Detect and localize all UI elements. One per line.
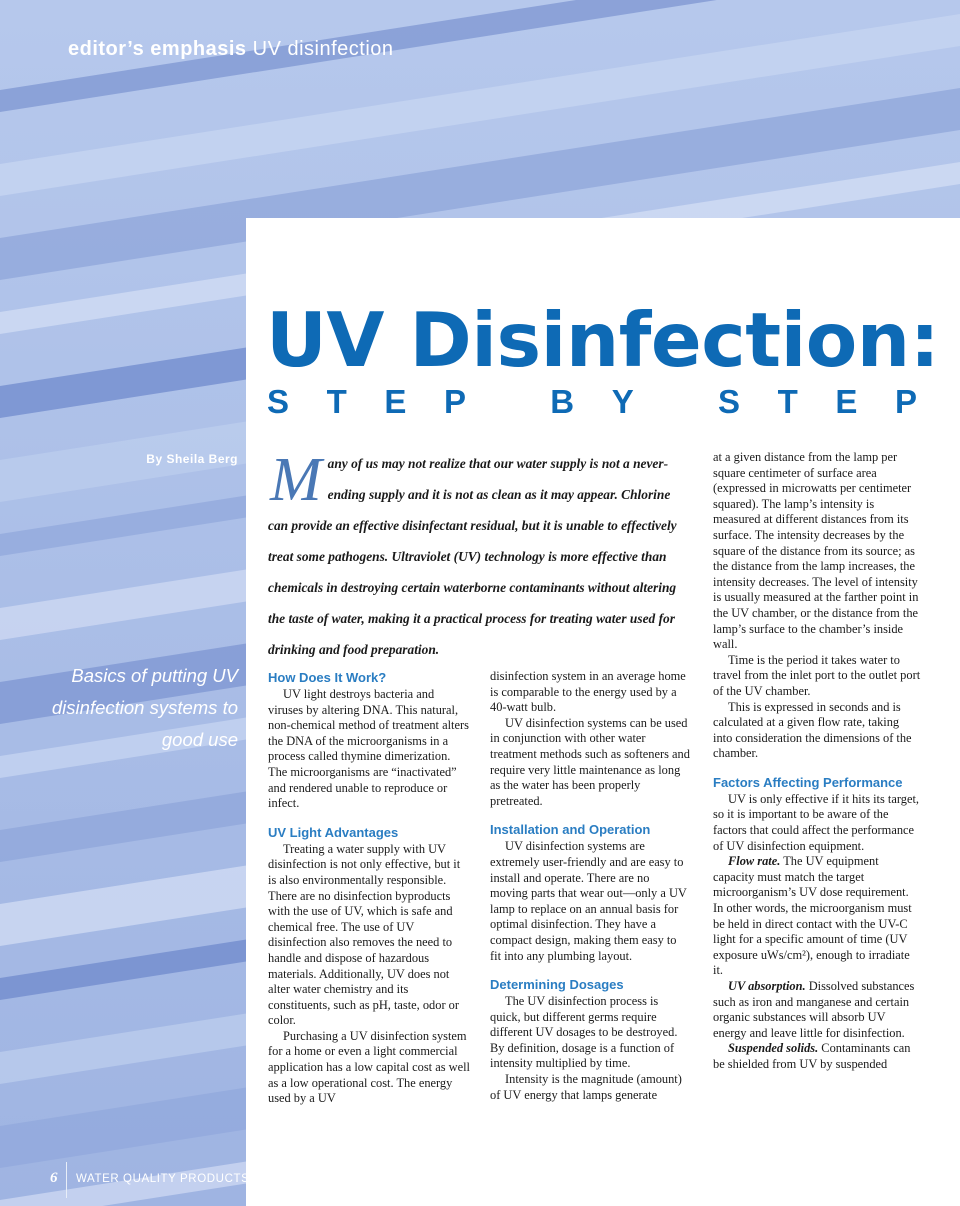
- publication-name: WATER QUALITY PRODUCTS: [76, 1173, 250, 1185]
- intro-text: any of us may not realize that our water supply is not a never-ending supply and it is not as clean as it may appear. Chlorine can provide an effective disinfectant residual, but it is unable to effectively treat some pathogens. Ultraviolet (UV) technology is more effective than chemicals in destroying certain waterborne contaminants without altering the taste of water, making it a practical process for treating water used for drinking and food preparation.: [268, 456, 677, 657]
- drop-cap: M: [270, 446, 322, 514]
- paragraph: UV light destroys bacteria and viruses by altering DNA. This natural, non-chemical method of treatment alters the DNA of the microorganisms in a process called thymine dimerization. The microorganisms are “inactivated” and rendered unable to reproduce or infect.: [268, 687, 469, 811]
- run-in-label: Suspended solids.: [728, 1041, 819, 1056]
- heading-factors: Factors Affecting Performance: [713, 774, 903, 790]
- heading-how-it-works: How Does It Work?: [268, 670, 387, 685]
- paragraph-text: Dissolved substances such as iron and manganese and certain organic substances will absorb UV energy and leave little for disinfection.: [713, 979, 915, 1040]
- article-title: UV Disinfection:: [266, 296, 940, 384]
- pull-quote: Basics of putting UV disinfection systems to good use: [51, 665, 238, 750]
- paragraph: UV is only effective if it hits its target, so it is important to be aware of the factors that could affect the performance of UV disinfection equipment.: [713, 791, 919, 853]
- paragraph: UV disinfection systems are extremely user-friendly and are easy to install and operate. There are no moving parts that wear out—only a UV lamp to replace on an annual basis for optimal disinfection. They have a compact design, making them easy to fit into any plumbing layout.: [490, 839, 687, 963]
- paragraph: Time is the period it takes water to travel from the inlet port to the outlet port of the UV chamber.: [713, 652, 921, 698]
- paragraph: disinfection system in an average home is comparable to the energy used by a 40-watt bulb.: [490, 669, 686, 715]
- section-topic: UV disinfection: [252, 38, 394, 60]
- paragraph-flow-rate: [713, 854, 921, 979]
- run-in-label: UV absorption.: [728, 979, 806, 993]
- subtitle-letter: E: [384, 383, 407, 420]
- article-subtitle: [267, 384, 917, 420]
- run-in-label: Flow rate.: [728, 854, 781, 869]
- subtitle-letter: P: [443, 383, 466, 420]
- paragraph: The UV disinfection process is quick, but different germs require different UV dosages to be destroyed. By definition, dosage is a function of intensity multiplied by time.: [490, 994, 678, 1071]
- paragraph: Purchasing a UV disinfection system for a home or even a light commercial application has a low capital cost as well as a low operational cost. The energy used by a UV: [268, 1028, 470, 1106]
- column-2: [490, 669, 690, 1103]
- paragraph: Intensity is the magnitude (amount) of UV energy that lamps generate: [490, 1072, 682, 1102]
- heading-installation: Installation and Operation: [490, 822, 651, 838]
- paragraph: at a given distance from the lamp per square centimeter of surface area (expressed in microwatts per centimeter squared). The lamp’s intensity is measured at different distances from its surface. The intensity decreases by the square of the distance from its source; as the distance from the lamp increases, the intensity decreases. The level of intensity is usually measured at the farther point in the UV chamber, or the distance from the lamp’s surface to the chamber’s inside wall.: [713, 450, 919, 652]
- paragraph-text: The UV equipment capacity must match the target microorganism’s UV dose requirement. In other words, the microorganism must be held in direct contact with the UV-C light for a specific amount of time (UV exposure uWs/cm²), enough to irradiate it.: [713, 854, 912, 978]
- subtitle-letter: T: [777, 383, 798, 420]
- page-number: 6: [50, 1170, 58, 1186]
- paragraph-text: Contaminants can be shielded from UV by suspended: [713, 1041, 911, 1071]
- intro-paragraph: [268, 448, 692, 665]
- section-label: editor’s emphasis: [68, 38, 247, 60]
- paragraph: Treating a water supply with UV disinfection is not only effective, but it is also environmentally responsible. There are no disinfection byproducts with the use of UV, which is safe and chemical free. The use of UV disinfection also removes the need to handle and dispose of hazardous materials. Additionally, UV does not alter water chemistry and its constituents, such as pH, taste, odor or color.: [268, 841, 461, 1028]
- heading-uv-advantages: UV Light Advantages: [268, 824, 399, 840]
- subtitle-letter: S: [718, 383, 741, 420]
- paragraph-uv-absorption: [713, 979, 921, 1041]
- subtitle-letter: T: [326, 383, 347, 420]
- subtitle-letter: Y: [611, 383, 634, 420]
- subtitle-space: [671, 384, 680, 420]
- paragraph: This is expressed in seconds and is calculated at a given flow rate, taking into consideration the dimensions of the chamber.: [713, 699, 912, 761]
- paragraph-suspended-solids: [713, 1041, 921, 1072]
- subtitle-letter: B: [550, 383, 575, 420]
- paragraph: UV disinfection systems can be used in conjunction with other water treatment methods such as softeners and require very little maintenance as long as the water has been properly pretreated.: [490, 715, 690, 808]
- column-3: [713, 450, 921, 1073]
- byline: By Sheila Berg: [146, 452, 238, 466]
- footer-divider: [66, 1162, 67, 1198]
- subtitle-letter: E: [835, 383, 858, 420]
- subtitle-space: [504, 384, 513, 420]
- heading-dosages: Determining Dosages: [490, 977, 624, 993]
- section-header: [68, 38, 394, 61]
- subtitle-letter: S: [267, 383, 290, 420]
- subtitle-letter: P: [894, 383, 917, 420]
- column-1: [268, 669, 470, 1107]
